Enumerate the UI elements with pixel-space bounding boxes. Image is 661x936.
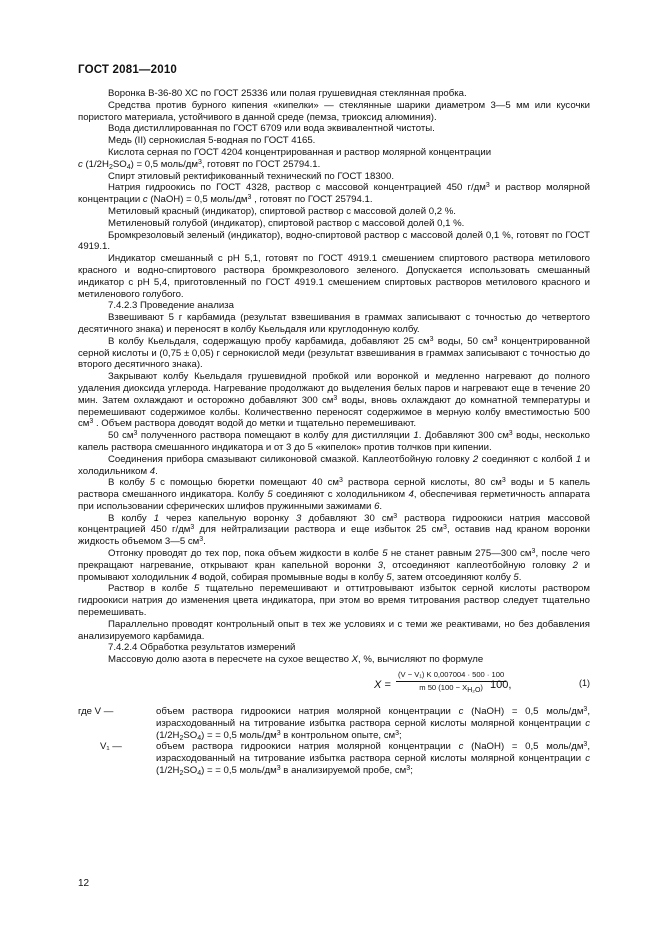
paragraph-distilling-off: Отгонку проводят до тех пор, пока объем жидкости в колбе 5 не станет равным 275—300 $см^3$, после чего прекращают нагревание, открывают кран капельной воронки 3, отсоединяют каплеотбойную головку 2 и промывают холодильник 4 водой, собирая промывные воды в колбу 5, затем отсоединяют колбу 5. [78,548,590,583]
paragraph-titration: Раствор в колбе 5 тщательно перемешивают и оттитровывают избыток серной кислоты раствором гидроокиси натрия до изменения цвета индикатора, при этом во время титрования раствор следует тщательно перемешивать. [78,583,590,619]
paragraph-naoh-addition: В колбу 1 через капельную воронку 3 добавляют 30 $см^3$ раствора гидроокиси натрия массовой концентрацией 450 $г/дм^3$ для нейтрализации раствора и еще избыток 25 $см^3$, оставив над краном воронки жидкость объемом 3—5 $см^3$. [78,512,591,548]
paragraph-receiver-flask: В колбу 5 с помощью бюретки помещают 40 $см^3$ раствора серной кислоты, 80 $см^3$ воды и 5 капель раствора смешанного индикатора. Колбу 5 соединяют с холодильником 4, обеспечивая герметичность аппарата при использовании сферических шлифов пружинными зажимами 6. [78,477,590,512]
section-heading-7423: 7.4.2.3 Проведение анализа [108,300,234,312]
paragraph-distillation: 50 $см^3$ полученного раствора помещают в колбу для дистилляции 1. Добавляют 300 $см^3$ воды, несколько капель раствора смешанного индикатора и от 3 до 5 «кипелок» против толчков при кипении. [78,430,590,453]
paragraph-water: Вода дистиллированная по ГОСТ 6709 или вода эквивалентной чистоты. [108,123,435,135]
where-label-v1: V₁ — [100,741,122,753]
paragraph-methyl-red: Метиловый красный (индикатор), спиртовой раствор с массовой долей 0,2 %. [108,205,456,217]
formula-numerator: (V − V₁) K 0,007004 · 500 · 100 [396,670,506,682]
paragraph-kjeldahl-add: В колбу Кьельдаля, содержащую пробу карбамида, добавляют 25 $см^3$ воды, 50 $см^3$ концентрированной серной кислоты и (0,75 ± 0,05) г сернокислой меди (результат взвешивания в граммах записывают с точностью до второго десятичного знака). [78,335,590,371]
paragraph-alcohol: Спирт этиловый ректификованный технический по ГОСТ 18300. [108,170,394,182]
paragraph-methylene-blue: Метиленовый голубой (индикатор), спиртовой раствор с массовой долей 0,1 %. [108,217,465,229]
page-number: 12 [78,878,90,889]
document-body [78,88,590,777]
paragraph-sulfuric-acid: Кислота серная по ГОСТ 4204 концентрированная и раствор молярной концентрации c $(1/2H_2SO_4) = 0,5$ моль/$дм^3$, готовят по ГОСТ 25794.1. [78,146,492,171]
paragraph-control-experiment: Параллельно проводят контрольный опыт в тех же условиях и с теми же реактивами, но без добавления анализируемого карбамида. [78,618,590,642]
formula-1 [78,668,590,704]
paragraph-funnel: Воронка В-36-80 ХС по ГОСТ 25336 или полая грушевидная стеклянная пробка. [108,88,467,99]
formula-tail: 100, [490,679,512,692]
section-heading-7424: 7.4.2.4 Обработка результатов измерений [108,642,296,654]
paragraph-boiling-chips: Средства против бурного кипения «кипелки» — стеклянные шарики диаметром 3—5 мм или кусочки пористого материала, устойчивого в данной среде (пемза, триоксид алюминия). [78,99,590,123]
where-label-v: где V — [78,706,114,718]
where-item-v1: V₁ — объем раствора гидроокиси натрия молярной концентрации c (NaOH) = 0,5 моль/$дм^3$, израсходованный на титрование избытка раствора серной кислоты молярной концентрации c $(1/2H_2SO_4)$ = = 0,5 моль/$дм^3$ в анализируемой пробе, $см^3$; [100,741,590,778]
document-header: ГОСТ 2081—2010 [78,64,178,76]
formula-number: (1) [579,678,590,689]
paragraph-connections: Соединения прибора смазывают силиконовой смазкой. Каплеотбойную головку 2 соединяют с колбой 1 и холодильником 4. [78,453,590,477]
paragraph-weighing: Взвешивают 5 г карбамида (результат взвешивания в граммах записывают с точностью до четвертого десятичного знака) и переносят в колбу Кьельдаля или круглодонную колбу. [78,312,590,335]
where-item-v: где V — объем раствора гидроокиси натрия молярной концентрации c (NaOH) = 0,5 моль/$дм^3$, израсходованный на титрование избытка раствора серной кислоты молярной концентрации c $(1/2H_2SO_4)$ = = 0,5 моль/$дм^3$ в контрольном опыте, $см^3$; [78,706,590,742]
paragraph-calc-intro: Массовую долю азота в пересчете на сухое вещество X, %, вычисляют по формуле [108,654,484,666]
where-block [78,706,590,777]
paragraph-heating: Закрывают колбу Кьельдаля грушевидной пробкой или воронкой и медленно нагревают до полного удаления диоксида углерода. Нагревание продолжают до выделения белых паров и нагревают еще в течение 20 мин. Затем охлаждают и осторожно добавляют 300 $см^3$ воды, вновь охлаждают до комнатной температуры и перемешивают содержимое колбы. Количественно переносят содержимое в мерную колбу вместимостью 500 $см^3$ . Объем раствора доводят водой до метки и тщательно перемешивают. [78,371,590,430]
paragraph-bromocresol-green: Бромкрезоловый зеленый (индикатор), водно-спиртовой раствор с массовой долей 0,1 %, готовят по ГОСТ 4919.1. [78,229,590,253]
paragraph-copper: Медь (II) сернокислая 5-водная по ГОСТ 4165. [108,135,316,147]
paragraph-mixed-indicator: Индикатор смешанный с pH 5,1, готовят по ГОСТ 4919.1 смешением спиртового раствора метилового красного и водно-спиртового раствора бромкрезолового зеленого. Допускается использовать смешанный индикатор с pH 5,4, приготовленный по ГОСТ 4919.1 смешением спиртовых растворов метилового красного и метиленового голубого. [78,253,590,300]
formula-denominator: m 50 $(100 - X_{H_2O})$ [419,683,483,695]
formula-lhs: X = [374,679,391,692]
paragraph-naoh: Натрия гидроокись по ГОСТ 4328, раствор с массовой концентрацией 450 $г/дм^3$ и раствор молярной концентрации c (NaOH) = 0,5 моль/$дм^3$ , готовят по ГОСТ 25794.1. [78,182,590,206]
